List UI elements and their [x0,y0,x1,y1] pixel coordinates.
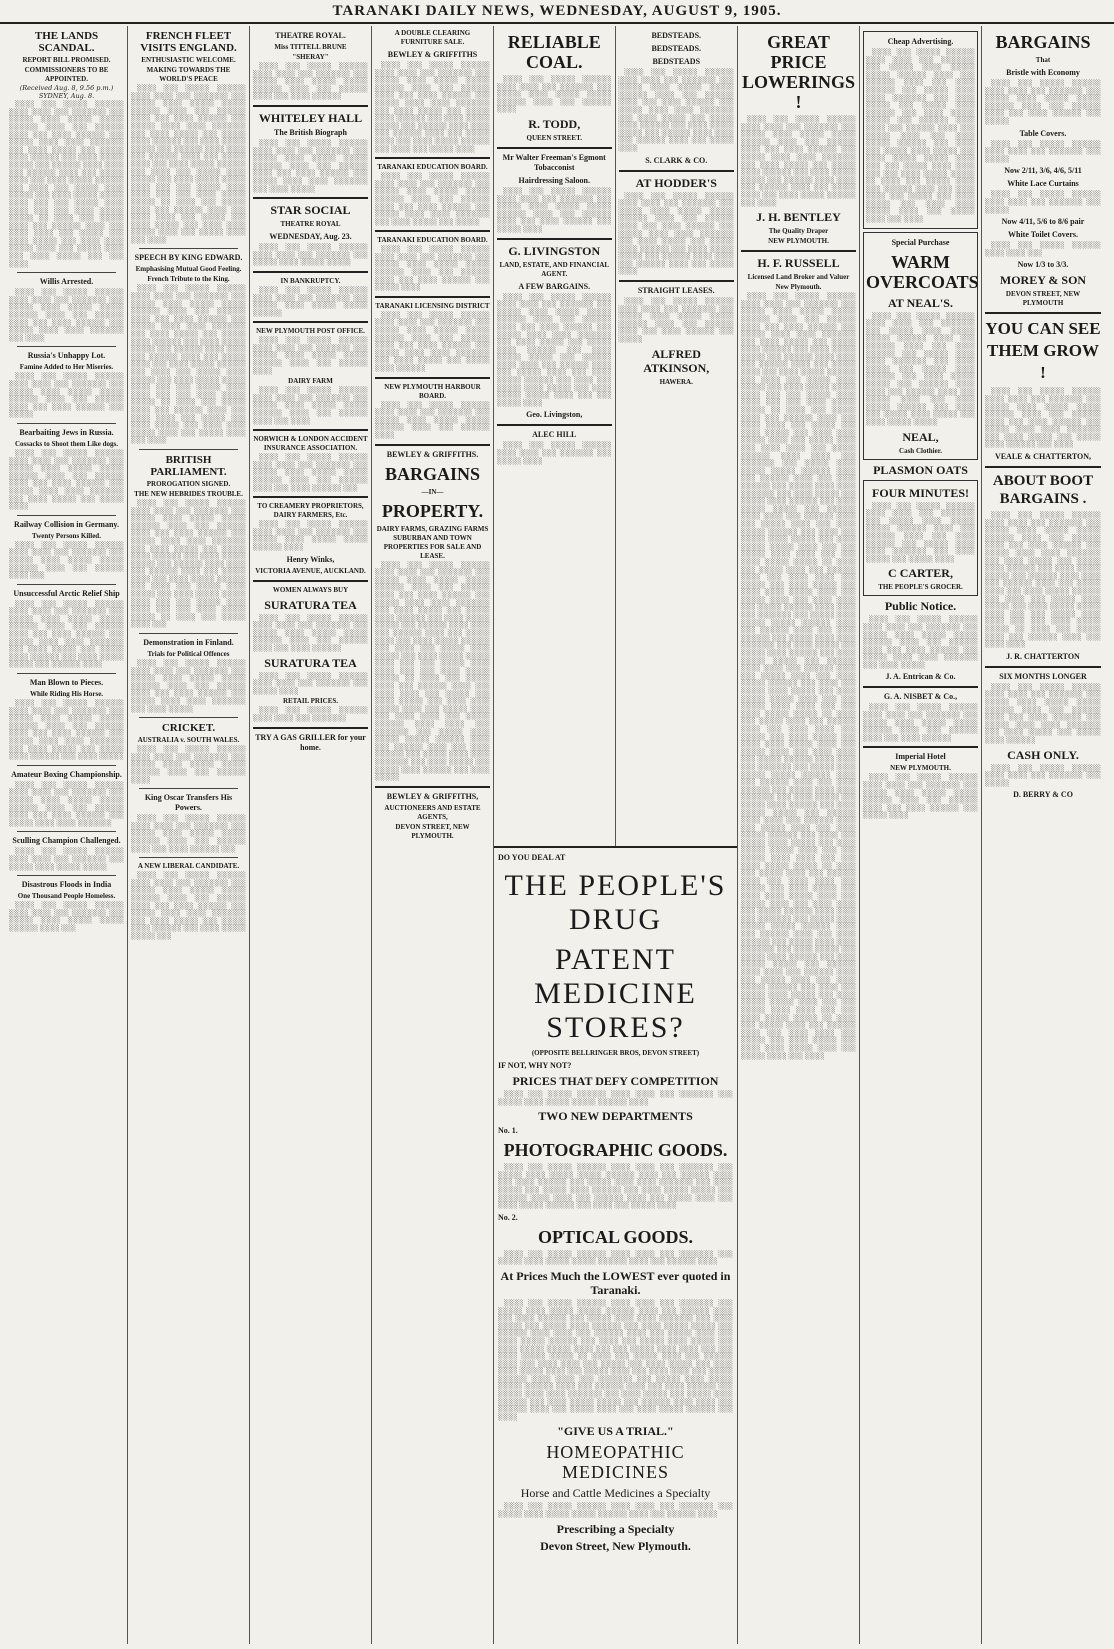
ad-heading: RELIABLE COAL. [507,32,601,72]
headline: Railway Collision in Germany. [14,519,119,529]
column-8 [860,26,982,1644]
ad-heading: Devon Street, New Plymouth. [540,1538,691,1553]
article-body: ░░░░ ░░░ ░░░░░ ░░░░░░ ░░░░ ░░░░ ░░░ ░░░░░░░ ░░░ ░░░░░ ░░░░ ░░░░░ ░░░░░ ░░░░░░ ░░░░ ░░░ ░░░░░░ ░░░░ ░░░ ░░░░ ░░░░░░ ░░░ ░░░░░ ░░░░ ░░░░ ░░░░░░░ ░░░ ░░░░ ░░░░░ ░░░ ░░░░░ ░░░░ ░░░░░░ ░░░ ░░░░ ░░░░░ ░░░░░ ░░░ ░░░░░░ ░░░░ [9,600,124,669]
columns [6,26,1108,1644]
ad-body: ░░░░ ░░░ ░░░░░ ░░░░░░ ░░░░ ░░░░ ░░░ ░░░░░░░ ░░░ ░░░░░ ░░░░ ░░░░░ ░░░░░ ░░░░░░ ░░░░ ░░░ ░░░░░░ ░░░░ [497,76,612,114]
ad-body: ░░░░ ░░░ ░░░░░ ░░░░░░ ░░░░ ░░░░ ░░░ ░░░░░░░ ░░░ ░░░░░ ░░░░ ░░░░░ ░░░░░ ░░░░░░ ░░░░ ░░░ ░░░░░░ ░░░░ ░░░ ░░░░ ░░░░░░ ░░░ ░░░░░ ░░░░ ░░░░ ░░░░░░░ ░░░ ░░░░ ░░░░░ ░░░ ░░░░░ ░░░░ ░░░░░░ ░░░ ░░░░ ░░░░░ ░░░░░ ░░░ ░░░░░░ ░░░░ ░░░░ ░░░ ░░░░░░ ░░░░ ░░░ ░░░░░ ░░░░ ░░░ ░░░░ ░░░░░ ░░░░░░ ░░░ ░░░░ ░░░ ░░░░░ ░░░░ ░░░░░ ░░░ ░░░░ ░░░░░ ░░░░░ ░░░░ ░░░ ░░░ ░░░░░ ░░░░ ░░░░ ░░░ ░░░ ░░░░ ░░░░░ ░░░░░ ░░ ░░░░ ░░░ ░░░░░ ░░░░ ░░░ ░░░░░░ ░░░░ ░░░ ░░░░ ░░░░ ░░░ ░░░░░ ░░░ ░░░░ ░░░░░ ░░░ ░░░░ ░░░░ ░░░░░ ░░░░ ░░░ ░░░░░ ░░░░ ░░░ ░░░░ ░░░░ ░░░ ░░░░░ ░░░░░░ ░░░░ ░░░░ ░░░ ░░░░░░░ ░░░ ░░░░░ ░░░░ ░░░░░ ░░░░░ ░░░░░░ ░░░░ ░░░ ░░░░░░ ░░░░ ░░░ ░░░░ ░░░░░░ ░░░ ░░░░░ ░░░░ ░░░░ ░░░░░░░ ░░░ ░░░░ ░░░░░ ░░░ ░░░░░ ░░░░ ░░░░░░ ░░░ ░░░░ ░░░░░ [375,561,490,782]
headline: Unsuccessful Arctic Relief Ship [13,588,120,598]
ad-heading: New Plymouth. [775,283,822,292]
ad-heading: BARGAINS [995,32,1091,52]
ad-heading: White Toilet Covers. [1008,230,1078,240]
ad-heading: IN BANKRUPTCY. [280,276,341,285]
ad-heading: Cash Clothier. [899,446,942,455]
ad-heading: Prescribing a Specialty [556,1521,675,1536]
divider [139,717,238,718]
ad-heading: GREAT PRICE LOWERINGS ! [741,32,856,112]
ad-body: ░░░░ ░░░ ░░░░░ ░░░░░░ ░░░░ ░░░░ ░░░ ░░░░░░░ ░░░ ░░░░░ ░░░░ ░░░░░ ░░░░░ ░░░░░░ ░░░░ ░░░ ░░░░░░ ░░░░ ░░░ ░░░░ ░░░░░░ ░░░ ░░░░░ ░░░░ ░░░░ ░░░░░░░ ░░░ ░░░░ ░░░░░ ░░░ ░░░░░ ░░░░ ░░░░░░ ░░░ ░░░░ ░░░░░ ░░░░░ ░░░ ░░░░░░ ░░░░ ░░░░ ░░░ ░░░░░░ ░░░░ ░░░ ░░░░░ ░░░░ ░░░ ░░░░ ░░░░░ ░░░░░░ ░░░ ░░░░ ░░░ ░░░░░ ░░░░ ░░░░░ ░░░ ░░░░ ░░░░░ ░░░░░ ░░░░ ░░░ ░░░ ░░░░░ ░░░░ [497,293,612,407]
article-body: ░░░░ ░░░ ░░░░░ ░░░░░░ ░░░░ ░░░░ ░░░ ░░░░░░░ ░░░ ░░░░░ ░░░░ ░░░░░ ░░░░░ ░░░░░░ ░░░░ ░░░ ░░░░░░ ░░░░ ░░░ ░░░░ ░░░░░░ ░░░ [131,815,246,853]
subhead: A NEW LIBERAL CANDIDATE. [137,862,240,871]
ad-body: ░░░░ ░░░ ░░░░░ ░░░░░░ ░░░░ ░░░░ ░░░ ░░░░░░░ ░░░ ░░░░░ [985,764,1101,787]
article-body: ░░░░ ░░░ ░░░░░ ░░░░░░ ░░░░ ░░░░ ░░░ ░░░░░░░ ░░░ ░░░░░ ░░░░ ░░░░░ ░░░░░ ░░░░░░ ░░░░ ░░░ ░░░░░░ ░░░░ [131,746,246,784]
divider [497,147,612,149]
divider [253,496,368,498]
ad-heading: WOMEN ALWAYS BUY [272,585,349,594]
ad-heading: Imperial Hotel [895,752,946,762]
ad-body: ░░░░ ░░░ ░░░░░ ░░░░░░ ░░░░ ░░░░ ░░░ ░░░░░░░ ░░░ ░░░░░ ░░░░ ░░░░░ ░░░░░ ░░░░░░ ░░░░ ░░░ ░░░░░░ ░░░░ ░░░ ░░░░ ░░░░░░ [253,614,368,652]
ad-heading: NORWICH & LONDON ACCIDENT INSURANCE ASSOCIATION. [253,435,368,453]
ad-heading: AT HODDER'S [635,175,717,190]
divider [139,248,238,249]
ad-heading: QUEEN STREET. [526,133,582,142]
headline: Russia's Unhappy Lot. [27,351,106,361]
ad-heading: ALEC HILL [532,430,577,440]
divider [139,857,238,858]
ad-heading: PROPERTY. [381,500,484,521]
divider [985,312,1101,314]
headline: Man Blown to Pieces. [29,678,104,688]
subhead: MAKING TOWARDS THE WORLD'S PEACE [146,66,231,83]
ad-heading: "GIVE US A TRIAL." [557,1424,674,1439]
subhead: Famine Added to Her Miseries. [19,363,114,372]
divider [375,377,490,379]
ad-heading: DAIRY FARM [288,377,333,386]
column-7 [738,26,860,1644]
ad-heading: NEAL, [902,429,939,444]
headline: Disastrous Floods in India [21,880,112,890]
ad-body: ░░░░ ░░░ ░░░░░ ░░░░░░ ░░░░ ░░░░ ░░░ ░░░░░░░ ░░░ ░░░░░ ░░░░ ░░░░░ ░░░░░ ░░░░░░ ░░░░ ░░░ ░░░░░░ ░░░░ ░░░ ░░░░ ░░░░░░ ░░░ ░░░░░ ░░░░ ░░░░ ░░░░░░░ ░░░ ░░░░ ░░░░░ ░░░ ░░░░░ ░░░░ ░░░░░░ ░░░ ░░░░ ░░░░░ ░░░░░ ░░░ ░░░░░░ ░░░░ ░░░░ ░░░ ░░░░░░ ░░░░ ░░░ ░░░░░ ░░░░ [618,192,734,276]
column-5 [494,26,616,846]
ad-heading: —IN— [421,487,444,496]
ad-heading: A FEW BARGAINS. [518,281,591,291]
ad-heading: R. TODD, [528,116,581,131]
ad-heading: AT NEAL'S. [888,295,953,310]
ad-heading: YOU CAN SEE THEM GROW ! [985,319,1101,383]
ad-heading: The Quality Draper [768,227,829,236]
divider [17,515,116,516]
divider [375,786,490,788]
ad-heading: TARANAKI EDUCATION BOARD. [377,236,488,245]
ad-heading: FOUR MINUTES! [871,485,969,500]
divider [139,788,238,789]
ad-heading: DO YOU DEAL AT [498,853,566,862]
ad-heading: Geo. Livingston, [526,410,583,420]
headline: Sculling Champion Challenged. [12,836,121,846]
ad-body: ░░░░ ░░░ ░░░░░ ░░░░░░ ░░░░ ░░░░ ░░░ ░░░░░░░ ░░░ ░░░░░ ░░░░ ░░░░░ ░░░░░ ░░░░░░ ░░░░ ░░░ ░░░░░░ ░░░░ ░░░ ░░░░ ░░░░░░ ░░░ ░░░░░ ░░░░ ░░░░ ░░░░░░░ ░░░ ░░░░ ░░░░░ ░░░ ░░░░░ ░░░░ ░░░░░░ ░░░ ░░░░ ░░░░░ ░░░░░ ░░░ ░░░░░░ ░░░░ ░░░░ ░░░ ░░░░░░ ░░░░ ░░░ ░░░░░ ░░░░ ░░░ ░░░░ ░░░░░ ░░░░░░ ░░░ ░░░░ ░░░ ░░░░░ ░░░░ ░░░░░ ░░░ ░░░░ ░░░░░ ░░░░░ [866,312,975,426]
ad-heading: OPTICAL GOODS. [537,1226,694,1247]
ad-heading: LAND, ESTATE, AND FINANCIAL AGENT. [499,260,610,278]
article-body: ░░░░ ░░░ ░░░░░ ░░░░░░ ░░░░ ░░░░ ░░░ ░░░░░░░ ░░░ ░░░░░ ░░░░ ░░░░░ ░░░░░ ░░░░░░ ░░░░ ░░░ ░░░░░░ ░░░░ ░░░ ░░░░ ░░░░░░ ░░░ ░░░░░ ░░░░ ░░░░ ░░░░░░░ ░░░ ░░░░ ░░░░░ ░░░ ░░░░░ ░░░░ ░░░░░░ ░░░ ░░░░ ░░░░░ ░░░░░ ░░░ ░░░░░░ ░░░░ ░░░░ ░░░ ░░░░░░ ░░░░ ░░░ ░░░░░ ░░░░ ░░░ ░░░░ ░░░░░ ░░░░░░ ░░░ ░░░░ ░░░ ░░░░░ ░░░░ ░░░░░ ░░░ ░░░░ ░░░░░ ░░░░░ ░░░░ ░░░ ░░░ ░░░░░ ░░░░ ░░░░ ░░░ ░░░ ░░░░ ░░░░░ ░░░░░ ░░ ░░░░ ░░░ ░░░░░ ░░░░ ░░░ ░░░░░░ ░░░░ ░░░ ░░░░ ░░░░ ░░░ ░░░░░ ░░░ ░░░░ ░░░░░ ░░░ ░░░░ ░░░░ ░░░░░ ░░░░ ░░░ ░░░░░ ░░░░ ░░░ ░░░░ [131,85,246,244]
ad-heading: No. 1. [498,1126,518,1136]
ad-heading: Licensed Land Broker and Valuer [747,273,850,282]
ad-heading: TO CREAMERY PROPRIETORS, DAIRY FARMERS, Etc. [257,502,364,520]
article-body: ░░░░ ░░░ ░░░░░ ░░░░░░ ░░░░ ░░░░ ░░░ ░░░░░░░ ░░░ ░░░░░ ░░░░ ░░░░░ ░░░░░ [9,848,124,871]
ad-body: ░░░░ ░░░ ░░░░░ ░░░░░░ ░░░░ ░░░░ ░░░ ░░░░░░░ ░░░ ░░░░░ ░░░░ ░░░░░ ░░░░░ ░░░░░░ ░░░░ ░░░ ░░░░░░ ░░░░ ░░░ ░░░░ ░░░░░░ ░░░ ░░░░░ ░░░░ ░░░░ ░░░░░░░ ░░░ ░░░░ ░░░░░ ░░░ ░░░░░ ░░░░ ░░░░░░ ░░░ ░░░░ ░░░░░ ░░░░░ ░░░ ░░░░░░ ░░░░ ░░░░ ░░░ ░░░░░░ ░░░░ ░░░ ░░░░░ ░░░░ ░░░ ░░░░ ░░░░░ ░░░░░░ ░░░ ░░░░ ░░░ ░░░░░ ░░░░ ░░░░░ ░░░ ░░░░ ░░░░░ ░░░░░ ░░░░ ░░░ ░░░ ░░░░░ ░░░░ ░░░░ ░░░ ░░░ ░░░░ ░░░░░ ░░░░░ ░░ ░░░░ ░░░ ░░░░░ ░░░░ ░░░ ░░░░░░ ░░░░ ░░░ ░░░░ ░░░░ ░░░ ░░░░░ ░░░ ░░░░ ░░░░░ ░░░ ░░░░ ░░░░ ░░░░░ ░░░░ ░░░ ░░░░░ ░░░░ ░░░ ░░░░ [866,49,975,224]
ad-heading: D. BERRY & CO [1013,790,1073,800]
article-body: ░░░░ ░░░ ░░░░░ ░░░░░░ ░░░░ ░░░░ ░░░ ░░░░░░░ ░░░ ░░░░░ ░░░░ ░░░░░ ░░░░░ ░░░░░░ ░░░░ ░░░ [9,902,124,932]
article-body: ░░░░ ░░░ ░░░░░ ░░░░░░ ░░░░ ░░░░ ░░░ ░░░░░░░ ░░░ ░░░░░ ░░░░ ░░░░░ ░░░░░ ░░░░░░ ░░░░ ░░░ ░░░░░░ ░░░░ ░░░ ░░░░ ░░░░░░ ░░░ ░░░░░ ░░░░ ░░░░ ░░░░░░░ ░░░ ░░░░ ░░░░░ ░░░ ░░░░░ ░░░░ ░░░░░░ ░░░ ░░░░ ░░░░░ [9,700,124,761]
ad-heading: BEWLEY & GRIFFITHS [387,50,478,59]
divider [17,673,116,674]
ad-heading: DAIRY FARMS, GRAZING FARMS SUBURBAN AND TOWN PROPERTIES FOR SALE AND LEASE. [376,524,489,560]
ad-body: ░░░░ ░░░ ░░░░░ ░░░░░░ ░░░░ ░░░░ ░░░ ░░░░░░░ ░░░ ░░░░░ ░░░░ ░░░░░ ░░░░░ ░░░░░░ ░░░░ ░░░ ░░░░░░ ░░░░ ░░░ ░░░░ ░░░░░░ [863,704,978,742]
headline-british-parliament: BRITISH PARLIAMENT. [150,453,227,478]
ad-body: ░░░░ ░░░ ░░░░░ ░░░░░░ ░░░░ ░░░░ ░░░ ░░░░░░░ ░░░ ░░░░░ ░░░░ ░░░░░ ░░░░░ ░░░░░░ ░░░░ ░░░ ░░░░░░ ░░░░ [498,1250,733,1266]
subhead: Emphasising Mutual Good Feeling. [135,265,242,274]
ad-heading: HAWERA. [659,377,693,386]
ad-heading: SURATURA TEA [264,597,357,612]
ad-heading: NEW PLYMOUTH HARBOUR BOARD. [384,382,481,400]
headline: King Oscar Transfers His Powers. [144,793,233,813]
ad-body: ░░░░ ░░░ ░░░░░ ░░░░░░ ░░░░ ░░░░ ░░░ ░░░░░░░ ░░░ ░░░░░ ░░░░ ░░░░░ ░░░░░ ░░░░░░ ░░░░ ░░░ ░░░░░░ ░░░░ ░░░ ░░░░ [253,387,368,425]
ad-body: ░░░░ ░░░ ░░░░░ ░░░░░░ ░░░░ ░░░░ ░░░ ░░░░░░░ ░░░ ░░░░░ ░░░░ ░░░░░ ░░░░░ ░░░░░░ ░░░░ ░░░ ░░░░░░ ░░░░ ░░░ ░░░░ ░░░░░░ ░░░ ░░░░░ ░░░░ ░░░░ ░░░░░░░ ░░░ ░░░░ ░░░░░ [253,139,368,193]
ad-heading: At Prices Much the LOWEST ever quoted in Taranaki. [500,1268,731,1297]
subhead: PROROGATION SIGNED. [146,479,231,488]
ad-body: ░░░░ ░░░ ░░░░░ ░░░░░░ ░░░░ ░░░░ ░░░ ░░░░░░░ ░░░ ░░░░░ ░░░░ ░░░░░ ░░░░░ ░░░░░░ ░░░░ ░░░ ░░░░░░ ░░░░ ░░░ ░░░░ ░░░░░░ ░░░ ░░░░░ ░░░░ ░░░░ ░░░░░░░ ░░░ ░░░░ ░░░░░ ░░░ ░░░░░ ░░░░ ░░░░░░ ░░░ ░░░░ ░░░░░ ░░░░░ ░░░ ░░░░░░ ░░░░ ░░░░ ░░░ ░░░░░░ ░░░░ ░░░ ░░░░░ ░░░░ ░░░ ░░░░ ░░░░░ ░░░░░░ ░░░ ░░░░ ░░░ ░░░░░ ░░░░ ░░░░░ ░░░ ░░░░ ░░░░░ ░░░░░ ░░░░ ░░░ ░░░ ░░░░░ ░░░░ ░░░░ ░░░ ░░░ ░░░░ ░░░░░ ░░░░░ ░░ ░░░░ ░░░ ░░░░░ ░░░░ ░░░ ░░░░░░ ░░░░ ░░░ ░░░░ ░░░░ ░░░ ░░░░░ ░░░ ░░░░ ░░░░░ ░░░ ░░░░ ░░░░ ░░░░░ ░░░░ ░░░ ░░░░░ ░░░░ ░░░ ░░░░ ░░░░ ░░░ ░░░░░ ░░░░░░ ░░░░ ░░░░ ░░░ ░░░░░░░ ░░░ ░░░░░ ░░░░ ░░░░░ ░░░░░ ░░░░░░ ░░░░ ░░░ ░░░░░░ ░░░░ ░░░ ░░░░ ░░░░░░ ░░░ ░░░░░ ░░░░ ░░░░ ░░░░░░░ ░░░ ░░░░ ░░░░░ ░░░ ░░░░░ ░░░░ ░░░░░░ ░░░ ░░░░ ░░░░░ ░░░░░ ░░░ ░░░░░░ ░░░░ ░░░░ ░░░ ░░░░░░ ░░░░ ░░░ ░░░░░ ░░░░ ░░░ ░░░░ ░░░░░ ░░░░░░ ░░░ ░░░░ [498,1299,733,1421]
ad-heading: Now 1/3 to 3/3. [1017,260,1069,270]
ad-heading: Table Covers. [1019,128,1067,138]
ad-body: ░░░░ ░░░ ░░░░░ ░░░░░░ ░░░░ ░░░░ ░░░ ░░░░░░░ ░░░ ░░░░░ ░░░░ ░░░░░ ░░░░░ ░░░░░░ ░░░░ ░░░ ░░░░░░ ░░░░ ░░░ ░░░░ ░░░░░░ ░░░ ░░░░░ ░░░░ ░░░░ ░░░░░░░ ░░░ ░░░░ ░░░░░ ░░░ ░░░░░ ░░░░ ░░░░░░ ░░░ ░░░░ ░░░░░ ░░░░░ ░░░ ░░░░░░ ░░░░ ░░░░ ░░░ ░░░░░░ ░░░░ ░░░ ░░░░░ ░░░░ [618,69,734,152]
ad-heading: C CARTER, [888,566,953,581]
column-5-6 [494,26,738,1644]
ad-body: ░░░░ ░░░ ░░░░░ ░░░░░░ ░░░░ ░░░░ ░░░ ░░░░░░░ ░░░ ░░░░░ ░░░░ ░░░░░ ░░░░░ ░░░░░░ ░░░░ ░░░ ░░░░░░ ░░░░ ░░░ ░░░░ ░░░░░░ ░░░ ░░░░░ ░░░░ [863,774,978,820]
ad-body: ░░░░ ░░░ ░░░░░ ░░░░░░ ░░░░ ░░░░ ░░░ ░░░░░░░ ░░░ ░░░░░ ░░░░ ░░░░░ ░░░░░ ░░░░░░ ░░░░ ░░░ ░░░░░░ ░░░░ ░░░ ░░░░ ░░░░░░ ░░░ ░░░░░ ░░░░ [497,187,612,233]
ad-heading: That [1035,56,1051,64]
divider [253,727,368,729]
subhead: One Thousand People Homeless. [17,892,116,901]
ad-heading: THE PEOPLE'S DRUG [504,869,727,936]
headline-lands-scandal: THE LANDS SCANDAL. [34,30,99,54]
ad-heading: BARGAINS [384,463,481,484]
ad-heading: Now 2/11, 3/6, 4/6, 5/11 [1004,166,1082,176]
column-2 [128,26,250,1644]
ad-body: ░░░░ ░░░ ░░░░░ ░░░░░░ ░░░░ ░░░░ ░░░ ░░░░░░░ ░░░ ░░░░░ ░░░░ [253,672,368,695]
dateline: (Received Aug. 8, 9.56 p.m.) SYDNEY, Aug. 8. [19,84,114,100]
ad-heading: WEDNESDAY, Aug. 23. [269,232,352,242]
headline-cricket: CRICKET. [161,722,216,735]
ad-body: ░░░░ ░░░ ░░░░░ ░░░░░░ ░░░░ ░░░░ ░░░ ░░░░░░░ ░░░ ░░░░░ ░░░░ ░░░░░ ░░░░░ ░░░░░░ ░░░░ ░░░ ░░░░░░ ░░░░ ░░░ ░░░░ ░░░░░░ ░░░ ░░░░░ ░░░░ ░░░░ ░░░░░░░ ░░░ ░░░░ ░░░░░ ░░░ ░░░░░ ░░░░ ░░░░░░ ░░░ ░░░░ ░░░░░ ░░░░░ ░░░ ░░░░░░ ░░░░ ░░░░ ░░░ ░░░░░░ ░░░░ ░░░ ░░░░░ ░░░░ ░░░ ░░░░ ░░░░░ ░░░░░░ ░░░ ░░░░ ░░░ ░░░░░ ░░░░ [498,1164,733,1210]
ad-body: ░░░░ ░░░ ░░░░░ ░░░░░░ ░░░░ ░░░░ ░░░ ░░░░░░░ ░░░ ░░░░░ ░░░░ ░░░░░ ░░░░░ ░░░░░░ ░░░░ ░░░ ░░░░░░ ░░░░ ░░░ ░░░░ ░░░░░░ ░░░ ░░░░░ ░░░░ ░░░░ ░░░░░░░ ░░░ ░░░░ ░░░░░ ░░░ ░░░░░ ░░░░ ░░░░░░ [375,311,490,372]
ad-body: ░░░░ ░░░ ░░░░░ ░░░░░░ ░░░░ ░░░░ ░░░ ░░░░░░░ ░░░ ░░░░░ ░░░░ ░░░░░ ░░░░░ ░░░░░░ ░░░░ ░░░ ░░░░░░ ░░░░ ░░░ ░░░░ ░░░░░░ [253,63,368,101]
ad-heading: Public Notice. [884,599,957,614]
column-4 [372,26,494,1644]
article-body: ░░░░ ░░░ ░░░░░ ░░░░░░ ░░░░ ░░░░ ░░░ ░░░░░░░ ░░░ ░░░░░ ░░░░ ░░░░░ ░░░░░ ░░░░░░ ░░░░ ░░░ ░░░░░░ ░░░░ ░░░ ░░░░ ░░░░░░ ░░░ ░░░░░ ░░░░ ░░░░ ░░░░░░░ ░░░ ░░░░ ░░░░░ ░░░ ░░░░░ ░░░░ ░░░░░░ ░░░ ░░░░ ░░░░░ ░░░░░ ░░░ ░░░░░░ ░░░░ ░░░░ ░░░ ░░░░░░ ░░░░ ░░░ ░░░░░ ░░░░ ░░░ ░░░░ ░░░░░ ░░░░░░ ░░░ ░░░░ ░░░ ░░░░░ ░░░░ ░░░░░ ░░░ ░░░░ ░░░░░ ░░░░░ ░░░░ ░░░ ░░░ ░░░░░ ░░░░ ░░░░ ░░░ ░░░ ░░░░ ░░░░░ ░░░░░ ░░ ░░░░ ░░░ ░░░░░ ░░░░ ░░░ ░░░░░░ ░░░░ ░░░ ░░░░ ░░░░ ░░░ ░░░░░ ░░░ ░░░░ ░░░░░ ░░░ ░░░░ ░░░░ ░░░░░ ░░░░ ░░░ ░░░░░ ░░░░ ░░░ ░░░░ ░░░░░ ░░░ ░░░ ░░░░ [9,101,124,268]
ad-body: ░░░░ ░░░ ░░░░░ ░░░░░░ ░░░░ ░░░░ ░░░ ░░░░░░░ ░░░ ░░░░░ ░░░░ ░░░░░ ░░░░░ ░░░░░░ ░░░░ [498,1091,733,1106]
ad-body: ░░░░ ░░░ ░░░░░ ░░░░░░ ░░░░ ░░░░ ░░░ ░░░░░░░ ░░░ ░░░░░ [985,191,1101,214]
divider [17,346,116,347]
article-body: ░░░░ ░░░ ░░░░░ ░░░░░░ ░░░░ ░░░░ ░░░ ░░░░░░░ ░░░ ░░░░░ ░░░░ ░░░░░ ░░░░░ ░░░░░░ ░░░░ ░░░ ░░░░░░ ░░░░ ░░░ ░░░░ ░░░░░░ ░░░ ░░░░░ ░░░░ ░░░░ ░░░░░░░ ░░░ ░░░░ ░░░░░ ░░░ ░░░░░ ░░░░ [9,449,124,511]
divider [17,584,116,585]
ad-heading: G. A. NISBET & Co., [883,692,958,702]
ad-body: ░░░░ ░░░ ░░░░░ ░░░░░░ ░░░░ ░░░░ ░░░ ░░░░░░░ ░░░ ░░░░░ ░░░░ ░░░░░ ░░░░░ ░░░░░░ ░░░░ ░░░ ░░░░░░ ░░░░ ░░░ ░░░░ ░░░░░░ ░░░ [253,454,368,492]
ad-heading: The British Biograph [274,127,347,137]
ad-heading: CASH ONLY. [1007,747,1079,762]
ad-heading: Henry Winks, [286,554,335,564]
ad-heading: Miss TITTELL BRUNE [274,43,347,51]
divider [375,296,490,298]
divider [497,424,612,426]
ad-heading: Special Purchase [891,237,950,247]
ad-body: ░░░░ ░░░ ░░░░░ ░░░░░░ ░░░░ ░░░░ ░░░ ░░░░░░░ ░░░ ░░░░░ ░░░░ ░░░░░ ░░░░░ ░░░░░░ ░░░░ ░░░ ░░░░░░ ░░░░ ░░░ ░░░░ ░░░░░░ ░░░ ░░░░░ ░░░░ ░░░░ ░░░░░░░ ░░░ ░░░░ ░░░░░ ░░░ ░░░░░ ░░░░ ░░░░░░ ░░░ ░░░░ ░░░░░ ░░░░░ ░░░ ░░░░░░ ░░░░ ░░░░ ░░░ ░░░░░░ ░░░░ ░░░ ░░░░░ ░░░░ ░░░ ░░░░ ░░░░░ ░░░░░░ ░░░ ░░░░ ░░░ ░░░░░ ░░░░ [375,62,490,153]
headline: SPEECH BY KING EDWARD. [134,253,243,263]
ad-heading: A DOUBLE CLEARING FURNITURE SALE. [394,29,471,46]
ad-body: ░░░░ ░░░ ░░░░░ ░░░░░░ ░░░░ ░░░░ ░░░ ░░░░░░░ ░░░ ░░░░░ ░░░░ ░░░░░ ░░░░░ ░░░░░░ ░░░░ [253,521,368,551]
ad-heading: WARM OVERCOATS [866,251,979,292]
column-1 [6,26,128,1644]
article-body: ░░░░ ░░░ ░░░░░ ░░░░░░ ░░░░ ░░░░ ░░░ ░░░░░░░ ░░░ ░░░░░ ░░░░ ░░░░░ ░░░░░ ░░░░░░ ░░░░ ░░░ ░░░░░░ ░░░░ ░░░ ░░░░ ░░░░░░ ░░░ ░░░░░ [9,373,124,419]
ad-heading: SURATURA TEA [264,655,357,670]
ad-heading: J. H. BENTLEY [756,210,841,225]
article-body: ░░░░ ░░░ ░░░░░ ░░░░░░ ░░░░ ░░░░ ░░░ ░░░░░░░ ░░░ ░░░░░ ░░░░ ░░░░░ ░░░░░ ░░░░░░ ░░░░ ░░░ ░░░░░░ ░░░░ ░░░ ░░░░ ░░░░░░ ░░░ ░░░░░ ░░░░ ░░░░ ░░░░░░░ ░░░ ░░░░ ░░░░░ ░░░ ░░░░░ ░░░░ ░░░░░░ ░░░ ░░░░ ░░░░░ ░░░░░ ░░░ ░░░░░░ ░░░░ ░░░░ ░░░ ░░░░░░ ░░░░ ░░░ ░░░░░ ░░░░ ░░░ ░░░░ ░░░░░ ░░░░░░ ░░░ ░░░░ ░░░ ░░░░░ ░░░░ ░░░░░ ░░░ ░░░░ ░░░░░ ░░░░░ ░░░░ ░░░ ░░░ ░░░░░ ░░░░ ░░░░ ░░░ ░░░ ░░░░ ░░░░░ ░░░░░ ░░ ░░░░ ░░░ ░░░░░ ░░░░ ░░░ [131,499,246,629]
ad-heading: BEDSTEADS [652,57,701,66]
ad-body: ░░░░ ░░░ ░░░░░ ░░░░░░ ░░░░ ░░░░ ░░░ ░░░░░░░ ░░░ ░░░░░ ░░░░ ░░░░░ ░░░░░ ░░░░░░ ░░░░ ░░░ ░░░░░░ ░░░░ [375,401,490,439]
divider [253,321,368,323]
ad-heading: VICTORIA AVENUE, AUCKLAND. [255,566,366,575]
divider [17,831,116,832]
ad-heading: AUCTIONEERS AND ESTATE AGENTS, [384,803,481,821]
subhead: ENTHUSIASTIC WELCOME. [141,56,236,64]
article-body: ░░░░ ░░░ ░░░░░ ░░░░░░ ░░░░ ░░░░ ░░░ ░░░░░░░ ░░░ ░░░░░ ░░░░ ░░░░░ ░░░░░ ░░░░░░ ░░░░ ░░░ ░░░░░░ ░░░░ ░░░ ░░░░ ░░░░░░ ░░░ ░░░░░ ░░░░ ░░░░ ░░░░░░░ ░░░ ░░░░ ░░░░░ [131,660,246,713]
ad-heading: NEW PLYMOUTH POST OFFICE. [256,327,365,336]
ad-heading: BEDSTEADS. [651,44,702,53]
ad-heading: "SHERAY" [292,53,329,61]
subhead: AUSTRALIA v. SOUTH WALES. [137,736,240,745]
headline: Willis Arrested. [39,277,94,287]
ad-body: ░░░░ ░░░ ░░░░░ ░░░░░░ ░░░░ ░░░░ ░░░ ░░░░░░░ ░░░ ░░░░░ ░░░░ ░░░░░ ░░░░░ ░░░░░░ ░░░░ ░░░ ░░░░░░ ░░░░ ░░░ ░░░░ ░░░░░░ ░░░ ░░░░░ ░░░░ ░░░░ ░░░░░░░ ░░░ ░░░░ ░░░░░ ░░░ ░░░░░ ░░░░ [866,502,975,563]
headline: Bearbaiting Jews in Russia. [19,427,114,437]
ad-body: ░░░░ ░░░ ░░░░░ ░░░░░░ ░░░░ ░░░░ ░░░ ░░░░░░░ ░░░ ░░░░░ ░░░░ ░░░░░ ░░░░░ ░░░░░░ ░░░░ ░░░ ░░░░░░ ░░░░ ░░░ ░░░░ ░░░░░░ ░░░ ░░░░░ ░░░░ ░░░░ ░░░░░░░ ░░░ ░░░░ ░░░░░ ░░░ ░░░░░ ░░░░ ░░░░░░ ░░░ ░░░░ ░░░░░ ░░░░░ ░░░ ░░░░░░ ░░░░ ░░░░ ░░░ ░░░░░░ ░░░░ ░░░ ░░░░░ ░░░░ ░░░ ░░░░ ░░░░░ ░░░░░░ ░░░ ░░░░ ░░░ ░░░░░ ░░░░ ░░░░░ ░░░ ░░░░ ░░░░░ ░░░░░ ░░░░ ░░░ ░░░ ░░░░░ ░░░░ ░░░░ ░░░ ░░░ ░░░░ ░░░░░ ░░░░░ ░░ ░░░░ ░░░ ░░░░░ ░░░░ ░░░ ░░░░░░ ░░░░ ░░░ ░░░░ ░░░░ ░░░ ░░░░░ ░░░ ░░░░ ░░░░░ ░░░ ░░░░ ░░░░ ░░░░░ ░░░░ ░░░ ░░░░░ ░░░░ ░░░ ░░░░ ░░░░ ░░░ ░░░░░ ░░░░░░ ░░░░ ░░░░ ░░░ ░░░░░░░ ░░░ ░░░░░ ░░░░ ░░░░░ ░░░░░ ░░░░░░ ░░░░ ░░░ ░░░░░░ ░░░░ ░░░ ░░░░ ░░░░░░ ░░░ ░░░░░ ░░░░ ░░░░ ░░░░░░░ ░░░ ░░░░ ░░░░░ ░░░ ░░░░░ ░░░░ ░░░░░░ ░░░ ░░░░ ░░░░░ ░░░░░ ░░░ ░░░░░░ ░░░░ ░░░░ ░░░ ░░░░░░ ░░░░ ░░░ ░░░░░ ░░░░ ░░░ ░░░░ ░░░░░ ░░░░░░ ░░░ ░░░░ ░░░ ░░░░░ ░░░░ ░░░░░ ░░░ ░░░░ ░░░░░ ░░░░░ ░░░░ ░░░ ░░░ ░░░░░ ░░░░ ░░░░ ░░░ ░░░ ░░░░ ░░░░░ ░░░░░ ░░ ░░░░ ░░░ ░░░░░ ░░░░ ░░░ ░░░░░░ ░░░░ ░░░ ░░░░ ░░░░ ░░░ ░░░░░ ░░░ ░░░░ ░░░░░ ░░░ ░░░░ ░░░░ ░░░░░ ░░░░ ░░░ ░░░░░ ░░░░ ░░░ ░░░░ ░░░░ ░░░ ░░░░░ ░░░░░░ ░░░░ ░░░░ ░░░ ░░░░░░░ ░░░ ░░░░░ ░░░░ ░░░░░ ░░░░░ ░░░░░░ ░░░░ ░░░ ░░░░░░ ░░░░ ░░░ ░░░░ ░░░░░░ ░░░ ░░░░░ ░░░░ ░░░░ ░░░░░░░ ░░░ ░░░░ ░░░░░ ░░░ ░░░░░ ░░░░ ░░░░░░ ░░░ ░░░░ ░░░░░ ░░░░░ ░░░ ░░░░░░ ░░░░ ░░░░ ░░░ ░░░░░░ ░░░░ ░░░ ░░░░░ ░░░░ ░░░ ░░░░ ░░░░░ ░░░░░░ ░░░ ░░░░ ░░░ ░░░░░ ░░░░ ░░░░░ ░░░ ░░░░ ░░░░░ ░░░░░ ░░░░ ░░░ ░░░ ░░░░░ ░░░░ ░░░░ ░░░ ░░░ ░░░░ ░░░░░ ░░░░░ ░░ ░░░░ ░░░ ░░░░░ ░░░░ ░░░ ░░░░░░ ░░░░ ░░░ ░░░░ ░░░░ ░░░ ░░░░░ ░░░ ░░░░ ░░░░░ ░░░ ░░░░ ░░░░ ░░░░░ ░░░░ ░░░ ░░░░░ ░░░░ ░░░ ░░░░ ░░░░ ░░░ ░░░░░ ░░░░░░ ░░░░ ░░░░ ░░░ ░░░░░░░ ░░░ ░░░░░ ░░░░ ░░░░░ ░░░░░ ░░░░░░ ░░░░ ░░░ ░░░░░░ ░░░░ ░░░ ░░░░ ░░░░░░ ░░░ ░░░░░ ░░░░ ░░░░ ░░░░░░░ ░░░ ░░░░ ░░░░░ ░░░ ░░░░░ ░░░░ ░░░░░░ ░░░ ░░░░ ░░░░░ ░░░░░ ░░░ ░░░░░░ ░░░░ ░░░░ ░░░ ░░░░░░ ░░░░ ░░░ ░░░░░ ░░░░ ░░░ ░░░░ ░░░░░ ░░░░░░ ░░░ ░░░░ ░░░ ░░░░░ ░░░░ ░░░░░ ░░░ ░░░░ ░░░░░ ░░░░░ ░░░░ ░░░ ░░░ ░░░░░ ░░░░ ░░░░ ░░░ ░░░ ░░░░ ░░░░░ ░░░░░ ░░ ░░░░ ░░░ ░░░░░ ░░░░ ░░░ ░░░░░░ ░░░░ ░░░ ░░░░ ░░░░ ░░░ ░░░░░ ░░░ ░░░░ ░░░░░ ░░░ ░░░░ ░░░░ ░░░░░ ░░░░ ░░░ ░░░░░ ░░░░ ░░░ ░░░░ ░░░░ ░░░ ░░░░░ ░░░░░░ ░░░░ ░░░░ ░░░ ░░░░░░░ ░░░ ░░░░░ ░░░░ ░░░░░ ░░░░░ ░░░░░░ ░░░░ ░░░ ░░░░░░ ░░░░ ░░░ ░░░░ ░░░░░░ ░░░ ░░░░░ ░░░░ ░░░░ ░░░░░░░ ░░░ ░░░░ ░░░░░ ░░░ ░░░░░ ░░░░ ░░░░░░ ░░░ ░░░░ ░░░░░ ░░░░░ ░░░ ░░░░░░ ░░░░ ░░░░ ░░░ ░░░░░░ ░░░░ ░░░ ░░░░░ ░░░░ ░░░ ░░░░ ░░░░░ ░░░░░░ ░░░ ░░░░ ░░░ ░░░░░ ░░░░ ░░░░░ ░░░ ░░░░ ░░░░░ ░░░░░ ░░░░ ░░░ ░░░ ░░░░░ ░░░░ ░░░░ ░░░ ░░░ ░░░░ ░░░░░ ░░░░░ ░░ ░░░░ ░░░ ░░░░░ ░░░░ ░░░ ░░░░░░ ░░░░ ░░░ ░░░░ ░░░░ ░░░ ░░░░░ ░░░ ░░░░ ░░░░░ ░░░ ░░░░ ░░░░ ░░░░░ ░░░░ ░░░ ░░░░░ ░░░░ ░░░ ░░░░ [741,293,856,1060]
subhead: REPORT BILL PROMISED. [22,56,111,64]
ad-heading: Bristle with Economy [1006,68,1080,77]
headline-french-fleet: FRENCH FLEET VISITS ENGLAND. [140,30,237,54]
divider [139,449,238,450]
ad-heading: STAR SOCIAL [270,203,351,218]
ad-heading: Mr Walter Freeman's Egmont Tobacconist [502,152,606,172]
subhead: Twenty Persons Killed. [32,531,101,540]
ad-body: ░░░░ ░░░ ░░░░░ ░░░░░░ ░░░░ ░░░░ ░░░ ░░░░░░░ [253,707,368,722]
ad-heading: MOREY & SON [999,273,1087,288]
headline: Demonstration in Finland. [143,638,234,648]
divider [863,746,978,748]
divider [619,170,735,172]
ad-heading: White Lace Curtains [1007,179,1079,189]
ad-heading: ALFRED ATKINSON, [643,346,710,375]
ad-body: ░░░░ ░░░ ░░░░░ ░░░░░░ ░░░░ ░░░░ ░░░ ░░░░░░░ ░░░ ░░░░░ ░░░░ ░░░░░ ░░░░░ ░░░░░░ ░░░░ ░░░ ░░░░░░ ░░░░ ░░░ ░░░░ ░░░░░░ ░░░ ░░░░░ ░░░░ [375,246,490,292]
divider [17,272,116,273]
ad-heading: S. CLARK & CO. [645,155,708,165]
ad-heading: PHOTOGRAPHIC GOODS. [503,1140,728,1161]
article-body: ░░░░ ░░░ ░░░░░ ░░░░░░ ░░░░ ░░░░ ░░░ ░░░░░░░ ░░░ ░░░░░ ░░░░ ░░░░░ ░░░░░ ░░░░░░ ░░░░ ░░░ ░░░░░░ ░░░░ ░░░ [9,541,124,580]
ad-heading: (OPPOSITE BELLRINGER BROS, DEVON STREET) [531,1049,700,1057]
ad-body: ░░░░ ░░░ ░░░░░ ░░░░░░ ░░░░ ░░░░ ░░░ ░░░░░░░ ░░░ ░░░░░ ░░░░ ░░░░░ ░░░░░ ░░░░░░ ░░░░ ░░░ ░░░░░░ ░░░░ ░░░ ░░░░ ░░░░░░ ░░░ ░░░░░ [985,80,1101,125]
ad-body: ░░░░ ░░░ ░░░░░ ░░░░░░ ░░░░ ░░░░ ░░░ ░░░░░░░ ░░░ ░░░░░ ░░░░ ░░░░░ ░░░░░ ░░░░░░ ░░░░ ░░░ ░░░░░░ ░░░░ [253,337,368,375]
article-body: ░░░░ ░░░ ░░░░░ ░░░░░░ ░░░░ ░░░░ ░░░ ░░░░░░░ ░░░ ░░░░░ ░░░░ ░░░░░ ░░░░░ ░░░░░░ ░░░░ ░░░ ░░░░░░ ░░░░ ░░░ ░░░░ ░░░░░░ ░░░ ░░░░░ ░░░░ ░░░░ ░░░░░░░ ░░░ ░░░░ ░░░░░ ░░░ ░░░░░ ░░░░ ░░░░░░ ░░░ ░░░░ ░░░░░ ░░░░░ ░░░ [131,872,246,940]
ad-heading: TRY A GAS GRILLER for your home. [255,732,366,752]
ad-heading: THE PEOPLE'S GROCER. [878,583,963,592]
ad-heading: Horse and Cattle Medicines a Specialty [520,1486,711,1501]
ad-heading: G. LIVINGSTON [508,243,601,258]
ad-heading: No. 2. [498,1212,518,1222]
ad-body: ░░░░ ░░░ ░░░░░ ░░░░░░ ░░░░ ░░░░ ░░░ ░░░░░░░ ░░░ ░░░░░ ░░░░ ░░░░░ ░░░░░ ░░░░░░ ░░░░ ░░░ ░░░░░░ ░░░░ ░░░ ░░░░ ░░░░░░ ░░░ ░░░░░ [618,298,734,344]
divider [497,238,612,240]
ad-body: ░░░░ ░░░ ░░░░░ ░░░░░░ ░░░░ ░░░░ ░░░ ░░░░░░░ ░░░ ░░░░░ ░░░░ ░░░░░ ░░░░░ ░░░░░░ ░░░░ ░░░ ░░░░░░ ░░░░ ░░░ ░░░░ ░░░░░░ ░░░ ░░░░░ ░░░░ ░░░░ ░░░░░░░ ░░░ ░░░░ ░░░░░ ░░░ ░░░░░ ░░░░ ░░░░░░ ░░░ ░░░░ ░░░░░ ░░░░░ ░░░ ░░░░░░ ░░░░ ░░░░ ░░░ ░░░░░░ ░░░░ ░░░ ░░░░░ ░░░░ ░░░ ░░░░ ░░░░░ ░░░░░░ ░░░ ░░░░ [741,116,856,207]
ad-heading: PRICES THAT DEFY COMPETITION [512,1074,719,1088]
ad-heading: NEW PLYMOUTH. [890,764,951,773]
ad-heading: ABOUT BOOT BARGAINS . [992,473,1094,508]
ad-heading: STRAIGHT LEASES. [637,286,715,296]
ad-body: ░░░░ ░░░ ░░░░░ ░░░░░░ ░░░░ ░░░░ ░░░ ░░░░░░░ ░░░ ░░░░░ ░░░░ ░░░░░ ░░░░░ [253,244,368,267]
ad-heading: H. F. RUSSELL [757,256,840,271]
divider [375,230,490,232]
subhead: French Tribute to the King. [147,275,230,284]
divider [741,250,856,252]
ad-heading: SIX MONTHS LONGER [999,671,1087,681]
ad-body: ░░░░ ░░░ ░░░░░ ░░░░░░ ░░░░ ░░░░ ░░░ ░░░░░░░ ░░░ ░░░░░ ░░░░ ░░░░░ ░░░░░ ░░░░░░ ░░░░ ░░░ ░░░░░░ ░░░░ ░░░ ░░░░ ░░░░░░ ░░░ ░░░░░ ░░░░ ░░░░ ░░░░░░░ ░░░ ░░░░ ░░░░░ [863,616,978,669]
ad-body: ░░░░ ░░░ ░░░░░ ░░░░░░ ░░░░ ░░░░ ░░░ ░░░░░░░ ░░░ ░░░░░ ░░░░ ░░░░░ ░░░░░ ░░░░░░ ░░░░ ░░░ ░░░░░░ ░░░░ ░░░ ░░░░ ░░░░░░ ░░░ ░░░░░ ░░░░ ░░░░ ░░░░░░░ ░░░ ░░░░ ░░░░░ ░░░ ░░░░░ [375,173,490,226]
ad-body: ░░░░ ░░░ ░░░░░ ░░░░░░ ░░░░ ░░░░ ░░░ ░░░░░░░ ░░░ ░░░░░ ░░░░ ░░░░░ ░░░░░ ░░░░░░ ░░░░ ░░░ ░░░░░░ ░░░░ ░░░ ░░░░ ░░░░░░ ░░░ ░░░░░ ░░░░ ░░░░ ░░░░░░░ ░░░ ░░░░ ░░░░░ ░░░ ░░░░░ ░░░░ ░░░░░░ ░░░ ░░░░ [985,388,1101,449]
ad-body: ░░░░ ░░░ ░░░░░ ░░░░░░ ░░░░ ░░░░ ░░░ ░░░░░░░ ░░░ ░░░░░ [985,140,1101,163]
neals-overcoats-ad [863,232,978,460]
ad-heading: WHITELEY HALL [258,110,363,125]
column-3 [250,26,372,1644]
article-body: ░░░░ ░░░ ░░░░░ ░░░░░░ ░░░░ ░░░░ ░░░ ░░░░░░░ ░░░ ░░░░░ ░░░░ ░░░░░ ░░░░░ ░░░░░░ ░░░░ ░░░ ░░░░░░ ░░░░ ░░░ ░░░░ ░░░░░░ ░░░ ░░░░░ ░░░░ ░░░░ ░░░░░░░ [9,781,124,827]
divider [17,875,116,876]
ad-heading: DEVON STREET, NEW PLYMOUTH [1005,290,1081,308]
divider [253,580,368,582]
ad-heading: BEDSTEADS. [651,31,702,40]
subhead: Trials for Political Offences [147,650,230,659]
ad-heading: Hairdressing Saloon. [518,175,590,185]
divider [863,686,978,688]
ad-heading: RETAIL PRICES. [282,697,339,706]
ad-body: ░░░░ ░░░ ░░░░░ ░░░░░░ ░░░░ ░░░░ ░░░ [985,242,1101,257]
ad-heading: NEW PLYMOUTH. [768,237,829,246]
ad-heading: Now 4/11, 5/6 to 8/6 pair [1001,217,1085,227]
ad-heading: Cheap Advertising. [887,37,954,46]
ad-heading: TARANAKI EDUCATION BOARD. [377,163,488,172]
ad-body: ░░░░ ░░░ ░░░░░ ░░░░░░ ░░░░ ░░░░ ░░░ ░░░░░░░ ░░░ ░░░░░ ░░░░ ░░░░░ ░░░░░ ░░░░░░ ░░░░ ░░░ ░░░░░░ ░░░░ [498,1503,733,1519]
divider [253,271,368,273]
ad-body: ░░░░ ░░░ ░░░░░ ░░░░░░ ░░░░ ░░░░ ░░░ ░░░░░░░ ░░░ ░░░░░ ░░░░ ░░░░░ ░░░░░ ░░░░░░ ░░░░ ░░░ ░░░░░░ ░░░░ ░░░ ░░░░ ░░░░░░ ░░░ ░░░░░ ░░░░ ░░░░ ░░░░░░░ ░░░ ░░░░ ░░░░░ ░░░ ░░░░░ ░░░░ ░░░░░░ [985,683,1101,744]
ad-heading: THEATRE ROYAL [280,220,341,229]
divider [253,429,368,431]
article-body: ░░░░ ░░░ ░░░░░ ░░░░░░ ░░░░ ░░░░ ░░░ ░░░░░░░ ░░░ ░░░░░ ░░░░ ░░░░░ ░░░░░ ░░░░░░ ░░░░ ░░░ ░░░░░░ ░░░░ ░░░ ░░░░ ░░░░░░ ░░░ ░░░░░ ░░░░ ░░░░ ░░░░░░░ ░░░ ░░░░ ░░░░░ ░░░ ░░░░░ ░░░░ ░░░░░░ ░░░ ░░░░ ░░░░░ ░░░░░ ░░░ ░░░░░░ ░░░░ ░░░░ ░░░ ░░░░░░ ░░░░ ░░░ ░░░░░ ░░░░ ░░░ ░░░░ ░░░░░ ░░░░░░ ░░░ ░░░░ ░░░ ░░░░░ ░░░░ ░░░░░ ░░░ ░░░░ ░░░░░ ░░░░░ ░░░░ ░░░ ░░░ ░░░░░ ░░░░ ░░░░ ░░░ ░░░ ░░░░ ░░░░░ ░░░░░ ░░ ░░░░ ░░░ ░░░░░ ░░░░ ░░░ ░░░░░░ ░░░░ ░░░ ░░░░ ░░░░ ░░░ ░░░░░ ░░░ ░░░░ ░░░░░ ░░░ ░░░░ ░░░░ ░░░░░ ░░░░ ░░░ ░░░░░ ░░░░ ░░░ ░░░░ [131,285,246,445]
divider [17,765,116,766]
ad-heading: TWO NEW DEPARTMENTS [538,1109,693,1124]
ad-heading: J. A. Entrican & Co. [885,672,956,682]
ad-heading: DEVON STREET, NEW PLYMOUTH. [395,822,470,840]
ad-heading: VEALE & CHATTERTON, [994,452,1092,462]
ad-heading: HOMEOPATHIC MEDICINES [546,1442,685,1483]
ad-heading: PLASMON OATS [873,462,968,477]
divider [17,423,116,424]
ad-body: ░░░░ ░░░ ░░░░░ ░░░░░░ ░░░░ ░░░░ ░░░ ░░░░░░░ ░░░ ░░░░░ ░░░░ [497,442,612,465]
ad-heading: J. R. CHATTERTON [1006,651,1080,661]
divider [253,197,368,199]
subhead: While Riding His Horse. [29,690,104,699]
article-body: ░░░░ ░░░ ░░░░░ ░░░░░░ ░░░░ ░░░░ ░░░ ░░░░░░░ ░░░ ░░░░░ ░░░░ ░░░░░ ░░░░░ ░░░░░░ ░░░░ ░░░ ░░░░░░ ░░░░ ░░░ ░░░░ ░░░░░░ ░░░ ░░░░░ ░░░░ ░░░░ ░░░░░░░ ░░░ ░░░░ [9,289,124,342]
divider [375,157,490,159]
plasmon-oats-box [863,480,978,597]
ad-body: ░░░░ ░░░ ░░░░░ ░░░░░░ ░░░░ ░░░░ ░░░ ░░░░░░░ ░░░ ░░░░░ ░░░░ ░░░░░ ░░░░░ ░░░░░░ ░░░░ ░░░ ░░░░░░ ░░░░ ░░░ ░░░░ ░░░░░░ ░░░ ░░░░░ ░░░░ ░░░░ ░░░░░░░ ░░░ ░░░░ ░░░░░ ░░░ ░░░░░ ░░░░ ░░░░░░ ░░░ ░░░░ ░░░░░ ░░░░░ ░░░ ░░░░░░ ░░░░ ░░░░ ░░░ ░░░░░░ ░░░░ ░░░ ░░░░░ ░░░░ ░░░ ░░░░ ░░░░░ ░░░░░░ ░░░ ░░░░ ░░░ ░░░░░ ░░░░ ░░░░░ ░░░ ░░░░ ░░░░░ ░░░░░ ░░░░ ░░░ ░░░ ░░░░░ ░░░░ ░░░░ ░░░ ░░░ ░░░░ ░░░░░ ░░░░░ ░░ ░░░░ ░░░ ░░░░░ ░░░░ ░░░ ░░░░░░ ░░░░ ░░░ ░░░░ ░░░░ [985,512,1101,649]
ad-heading: PATENT MEDICINE STORES? [534,943,697,1044]
ad-body: ░░░░ ░░░ ░░░░░ ░░░░░░ ░░░░ ░░░░ ░░░ ░░░░░░░ ░░░ ░░░░░ ░░░░ ░░░░░ ░░░░░ ░░░░░░ [253,286,368,317]
subhead: THE NEW HEBRIDES TROUBLE. [134,489,243,498]
subhead: Cossacks to Shoot them Like dogs. [14,439,119,448]
divider [985,466,1101,468]
divider [139,633,238,634]
subhead: COMMISSIONERS TO BE APPOINTED. [24,66,109,83]
cheap-advertising-box [863,31,978,229]
column-9 [982,26,1104,1644]
column-6 [616,26,738,846]
ad-heading: THEATRE ROYAL. [275,31,346,40]
upper-ads [494,26,737,846]
divider [375,444,490,446]
headline: Amateur Boxing Championship. [11,769,122,779]
ad-heading: IF NOT, WHY NOT? [498,1061,572,1070]
ad-heading: TARANAKI LICENSING DISTRICT [375,301,490,310]
divider [985,666,1101,668]
divider [253,105,368,107]
masthead: TARANAKI DAILY NEWS, WEDNESDAY, AUGUST 9, 1905. [0,0,1114,24]
peoples-drug-store-ad [494,846,737,1644]
ad-heading: BEWLEY & GRIFFITHS. [386,449,479,459]
ad-heading: BEWLEY & GRIFFITHS, [386,791,479,801]
divider [619,280,735,282]
